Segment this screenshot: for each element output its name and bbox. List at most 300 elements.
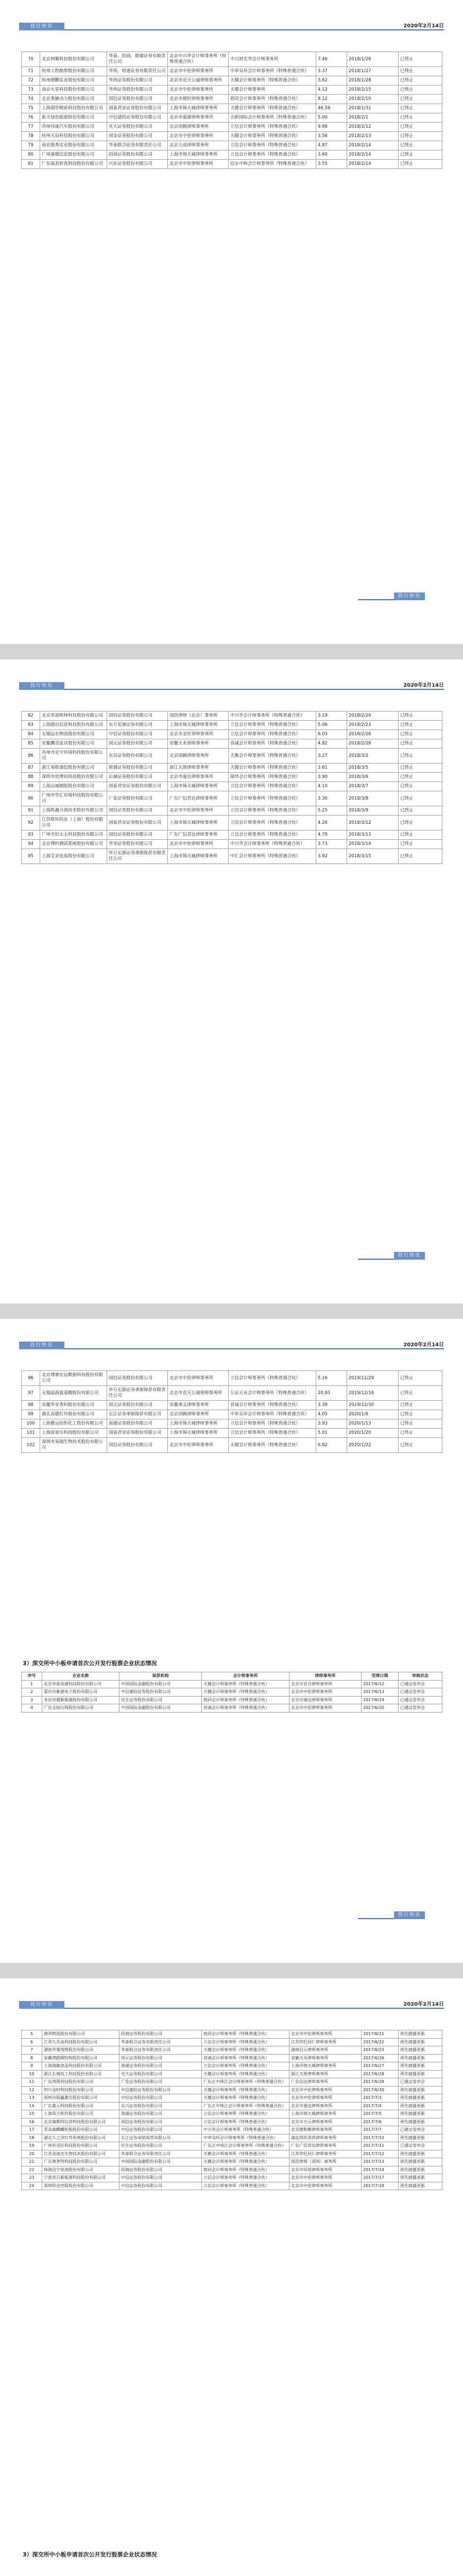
table-cell: 国信证券股份有限公司 (107, 1371, 168, 1386)
table-cell: 已终止 (399, 791, 442, 806)
table-cell: 预先披露更新 (399, 2110, 442, 2119)
table-cell: 2018/3/12 (347, 816, 399, 831)
table-cell: 100 (22, 1419, 40, 1429)
table-row (22, 150, 442, 160)
table-cell: 中兴财光华会计师事务所 (229, 52, 316, 67)
table-cell: 2019/11/29 (347, 1371, 399, 1386)
header-date: 2020年2月14日 (403, 2002, 444, 2007)
table-cell: 华西、财通证券有限责任公司 (107, 67, 168, 76)
table-cell: 79 (22, 141, 40, 150)
table-cell: 91 (22, 806, 40, 816)
table-cell: 已终止 (399, 773, 442, 782)
table-cell: 5.25 (316, 806, 347, 816)
ipo-table (21, 711, 442, 864)
table-cell: 青岛森麒麟轮胎股份有限公司 (42, 2126, 119, 2134)
header-tag: 投行快讯 (19, 23, 64, 30)
table-cell: 预先披露更新 (399, 2086, 442, 2094)
table-row (22, 1401, 442, 1410)
table-cell: 已终止 (399, 160, 442, 169)
table-cell: 2020/1/20 (347, 1429, 399, 1438)
table-cell: 广东嘉元科技股份有限公司 (42, 2102, 119, 2110)
table-row (22, 1696, 442, 1704)
sme-board-table (21, 2030, 442, 2190)
table-row (22, 2166, 442, 2174)
table-cell: 101 (22, 1429, 40, 1438)
table-row (22, 86, 442, 95)
table-cell: 2020/1/22 (347, 1438, 399, 1453)
table-cell: 16 (22, 2118, 42, 2126)
table-cell: 中信证券股份有限公司 (119, 2174, 202, 2182)
table-cell: 重庆市紫建电子股份有限公司 (42, 1688, 119, 1697)
table-cell: 3.93 (316, 1419, 347, 1429)
table-cell: 2018/2/10 (347, 95, 399, 104)
table-cell: 上海雅运纺织化工股份有限公司 (40, 1419, 107, 1429)
table-cell: 22 (22, 2166, 42, 2174)
table-cell: 中国国际金融股份有限公司 (119, 1680, 202, 1688)
table-header-cell: 受理日期 (362, 1672, 399, 1681)
table-cell: 3 (22, 1696, 42, 1704)
table-cell: 94 (22, 840, 40, 849)
table-cell: 天健会计师事务所（特殊普通合伙） (202, 2086, 289, 2094)
table-cell: 2017/6/22 (362, 2038, 399, 2046)
table-cell: 2020/1/6 (347, 1410, 399, 1419)
table-cell: 北京华夏电通科技股份有限公司 (42, 1680, 119, 1688)
page-footer (358, 592, 425, 600)
table-cell: 兴业证券股份有限公司 (107, 160, 168, 169)
table-cell: 12 (22, 2086, 42, 2094)
table-cell: 中兴华会计师事务所（特殊普通合伙） (229, 711, 316, 721)
table-row (22, 2054, 442, 2062)
table-cell: 2017/7/3 (362, 2094, 399, 2103)
table-cell: 3.27 (316, 749, 347, 764)
table-cell: 已终止 (399, 721, 442, 730)
table-row (22, 1410, 442, 1419)
table-cell: 预先披露更新 (399, 2174, 442, 2182)
table-cell: 立信会计师事务所（特殊普通合伙） (202, 2110, 289, 2119)
table-cell: 国浩律师（深圳）事务所 (289, 2158, 362, 2166)
table-cell: 2017/6/21 (362, 2030, 399, 2039)
table-cell: 安徽承义律师事务所 (168, 1401, 229, 1410)
table-cell: 天健会计师事务所（特殊普通合伙） (202, 2046, 289, 2055)
table-cell: 广州市好太太科技股份有限公司 (40, 831, 107, 840)
table-cell: 新天绿色能源股份有限公司 (40, 113, 107, 123)
table-row (22, 1680, 442, 1688)
table-row (22, 773, 442, 782)
table-cell: 20.93 (316, 1386, 347, 1401)
table-cell: 天健会计师事务所（特殊普通合伙） (202, 2070, 289, 2078)
page-1 (0, 0, 463, 644)
table-cell: 华泰联合证券有限责任公司 (107, 141, 168, 150)
table-row (22, 1386, 442, 1401)
table-cell: 74 (22, 95, 40, 104)
table-cell: 北京市中伦律师事务所 (168, 160, 229, 169)
table-cell: 75 (22, 104, 40, 113)
header-tag: 投行快讯 (19, 2001, 64, 2009)
table-cell: 89 (22, 782, 40, 791)
table-cell: 95 (22, 849, 40, 864)
table-cell: 已终止 (399, 113, 442, 123)
table-cell: 2018/2/12 (347, 123, 399, 132)
table-cell: 北京国枫律师事务所 (168, 1410, 229, 1419)
table-cell: 江苏世纪同仁律师事务所 (289, 2150, 362, 2158)
table-cell: 北京市竞天公诚律师事务所 (168, 1386, 229, 1401)
table-cell: 已终止 (399, 816, 442, 831)
table-cell: 2018/2/14 (347, 141, 399, 150)
table-cell: 北京市中伦律师事务所 (289, 2086, 362, 2094)
table-cell: 已终止 (399, 104, 442, 113)
table-cell: 华西证券股份有限公司 (107, 86, 168, 95)
table-cell: 立信会计师事务所（特殊普通合伙） (202, 2182, 289, 2190)
table-cell: 国信证券股份有限公司 (107, 711, 168, 721)
table-cell: 2018/3/6 (347, 773, 399, 782)
table-cell: 德邦物流股份有限公司 (42, 2030, 119, 2039)
table-cell: 2017/6/13 (362, 1688, 399, 1697)
table-cell: 致同会计师事务所（特殊普通合伙） (202, 2030, 289, 2039)
page-header (19, 682, 444, 690)
table-cell: 已通过发审会 (399, 2126, 442, 2134)
table-cell: 3.62 (316, 76, 347, 86)
table-cell: 2019/12/30 (347, 1401, 399, 1410)
table-cell: 国元证券股份有限公司 (107, 1401, 168, 1410)
table-cell: 4.10 (316, 782, 347, 791)
table-cell: 上海市锦天城律师事务所 (289, 2062, 362, 2071)
table-cell: 杭州天辰科技股份有限公司 (40, 132, 107, 141)
table-cell: 已终止 (399, 76, 442, 86)
table-cell: 财通证券股份有限公司 (107, 764, 168, 773)
table-cell: 2018/2/14 (347, 160, 399, 169)
table-cell: 浙江天册律师事务所 (289, 2070, 362, 2078)
table-cell: 已终止 (399, 1419, 442, 1429)
table-cell: 预先披露更新 (399, 2158, 442, 2166)
table-row (22, 2070, 442, 2078)
table-cell: 19 (22, 2142, 42, 2150)
table-cell: 容诚会计师事务所（特殊普通合伙） (202, 1704, 289, 1713)
table-cell: 海通证券股份有限公司 (107, 1419, 168, 1429)
table-cell: 2017/6/12 (362, 1680, 399, 1688)
table-cell: 北京市天元律师事务所 (289, 2118, 362, 2126)
table-cell: 已终止 (399, 739, 442, 749)
table-cell: 龙岩卓越新能源股份有限公司 (42, 1696, 119, 1704)
table-cell: 天健会计师事务所（特殊普通合伙） (229, 76, 316, 86)
table-cell: 102 (22, 1438, 40, 1453)
table-cell: 广东文灿压铸股份有限公司 (42, 1704, 119, 1713)
table-cell: 2018/3/14 (347, 840, 399, 849)
table-cell: 致同会计师事务所（特殊普通合伙） (202, 1696, 289, 1704)
table-cell: 广州市华汇环境科技股份有限公司 (40, 791, 107, 806)
table-cell: 招商证券股份有限公司 (119, 2030, 202, 2039)
table-cell: 70 (22, 52, 40, 67)
table-cell: 已终止 (399, 1429, 442, 1438)
table-cell: 天职国际会计师事务所（特殊普通合伙） (229, 113, 316, 123)
table-cell: 2017/7/17 (362, 2174, 399, 2182)
table-row (22, 831, 442, 840)
table-cell: 信永中和会计师事务所（特殊普通合伙） (229, 160, 316, 169)
table-cell: 2019/12/16 (347, 1386, 399, 1401)
table-header-cell: 会计师事务所 (202, 1672, 289, 1681)
table-cell: 2018/2/13 (347, 132, 399, 141)
table-cell: 广东广信君达律师事务所 (289, 2142, 362, 2150)
table-row (22, 2086, 442, 2094)
table-cell: 无锡晶海氨基酸股份有限公司 (40, 1386, 107, 1401)
table-cell: 23 (22, 2174, 42, 2182)
table-row (22, 2182, 442, 2190)
table-cell: 3.61 (316, 764, 347, 773)
table-cell: 86 (22, 749, 40, 764)
table-cell: 5.16 (316, 1371, 347, 1386)
table-cell: 天健会计师事务所（特殊普通合伙） (229, 132, 316, 141)
table-cell: 82 (22, 711, 40, 721)
table-cell: 上海雷诺尔科技股份有限公司 (40, 1429, 107, 1438)
table-row (22, 76, 442, 86)
table-row (22, 2110, 442, 2119)
table-cell: 北京市中伦律师事务所 (168, 132, 229, 141)
table-header-cell: 序号 (22, 1672, 42, 1681)
table-cell: 6 (22, 2038, 42, 2046)
table-cell: 长江证券承销保荐有限公司 (119, 2134, 202, 2142)
table-cell: 北京英诺格林科技股份有限公司 (40, 711, 107, 721)
table-row (22, 764, 442, 773)
table-cell: 已终止 (399, 52, 442, 67)
table-cell: 14 (22, 2102, 42, 2110)
table-cell: 珠海冠宇电池股份有限公司 (42, 2166, 119, 2174)
table-cell: 广东广信君达律师事务所 (168, 831, 229, 840)
table-cell: 7.46 (316, 52, 347, 67)
table-cell: 宁波容百新能源科技股份有限公司 (42, 2174, 119, 2182)
table-row (22, 2046, 442, 2055)
table-row (22, 123, 442, 132)
table-cell: 78 (22, 132, 40, 141)
table-cell: 2017/7/4 (362, 2102, 399, 2110)
table-cell: 中国国际金融股份有限公司 (119, 2158, 202, 2166)
table-cell: 立信会计师事务所（特殊普通合伙） (229, 123, 316, 132)
table-cell: 已终止 (399, 67, 442, 76)
table-cell: 中信建投证券股份有限公司 (107, 113, 168, 123)
table-cell: 北京市中伦律师事务所 (168, 840, 229, 849)
table-cell: 北京市德恒律师事务所 (168, 95, 229, 104)
ipo-table (21, 52, 442, 169)
table-row (22, 2038, 442, 2046)
table-cell: 容诚会计师事务所（特殊普通合伙） (229, 1401, 316, 1410)
table-cell: 90 (22, 791, 40, 806)
table-cell: 1 (22, 1680, 42, 1688)
table-cell: 致同会计师事务所（特殊普通合伙） (202, 2166, 289, 2174)
table-cell: 5 (22, 2030, 42, 2039)
table-cell: 7 (22, 2046, 42, 2055)
table-cell: 北京奥赫动力股份有限公司 (40, 95, 107, 104)
table-cell: 77 (22, 123, 40, 132)
table-cell: 2018/3/5 (347, 764, 399, 773)
table-cell: 已通过发审会 (399, 1696, 442, 1704)
table-cell: 上海市锦天城律师事务所 (168, 721, 229, 730)
section-heading: 3）深交所中小板申请首次公开发行股票企业状态情况 (23, 2551, 157, 2558)
table-row (22, 2142, 442, 2150)
table-cell: 广州嘉德信息股份有限公司 (40, 150, 107, 160)
table-cell: 9.98 (316, 123, 347, 132)
table-cell: 2018/3/2 (347, 749, 399, 764)
table-cell: 已终止 (399, 1438, 442, 1453)
table-cell: 江苏久吾高科技股份有限公司 (42, 2038, 119, 2046)
table-cell: 2017/7/6 (362, 2118, 399, 2126)
table-cell: 18 (22, 2134, 42, 2142)
table-cell: 预先披露更新 (399, 2102, 442, 2110)
table-cell: 5.01 (316, 1429, 347, 1438)
table-cell: 广发证券股份有限公司 (119, 2078, 202, 2087)
table-cell: 4.26 (316, 816, 347, 831)
table-cell: 国金证券股份有限公司 (107, 132, 168, 141)
table-cell: 立信会计师事务所（特殊普通合伙） (229, 141, 316, 150)
page-2 (0, 659, 463, 1303)
table-cell: 北京市康达律师事务所 (289, 2102, 362, 2110)
table-row (22, 141, 442, 150)
table-cell: 4.87 (316, 141, 347, 150)
table-cell: 广东正中珠江会计师事务所（特殊普通合伙） (202, 2078, 289, 2087)
table-cell: 2018/1/31 (347, 104, 399, 113)
table-row (22, 2150, 442, 2158)
table-row (22, 2078, 442, 2087)
table-cell: 2017/7/10 (362, 2134, 399, 2142)
table-cell: 立信会计师事务所（特殊普通合伙） (229, 721, 316, 730)
table-cell: 15 (22, 2110, 42, 2119)
table-cell: 上海英方软件股份有限公司 (42, 2110, 119, 2119)
table-cell: 安徽华业香料股份有限公司 (40, 1401, 107, 1410)
table-cell: 上海瑞华精密科技股份有限公司 (40, 104, 107, 113)
table-cell: 立信会计师事务所（特殊普通合伙） (229, 1419, 316, 1429)
table-cell: 北京市中伦律师事务所 (289, 2182, 362, 2190)
table-row (22, 791, 442, 806)
table-row (22, 104, 442, 113)
table-cell: 中汇会计师事务所（特殊普通合伙） (229, 849, 316, 864)
table-cell: 深圳市易瑞生物技术股份有限公司 (40, 1438, 107, 1453)
table-cell: 已终止 (399, 1401, 442, 1410)
table-cell: 已终止 (399, 806, 442, 816)
table-row (22, 730, 442, 739)
table-row (22, 816, 442, 831)
table-cell: 预先披露更新 (399, 2070, 442, 2078)
table-cell: 71 (22, 67, 40, 76)
table-cell: 中国国际金融股份有限公司 (119, 1704, 202, 1713)
table-cell: 湖南启元律师事务所 (289, 2046, 362, 2055)
table-cell: 国泰君安证券股份有限公司 (107, 816, 168, 831)
table-cell: 立信会计师事务所（特殊普通合伙） (229, 730, 316, 739)
table-cell: 已终止 (399, 831, 442, 840)
table-cell: 南京火星科技股份有限公司 (40, 86, 107, 95)
table-cell: 北京德和衡律师事务所 (289, 2126, 362, 2134)
table-cell: 天健会计师事务所（特殊普通合伙） (229, 104, 316, 113)
table-cell: 南京焕秀实业股份有限公司 (40, 141, 107, 150)
table-cell: 88 (22, 773, 40, 782)
table-cell: 2018/1/28 (347, 76, 399, 86)
table-cell: 5.06 (316, 721, 347, 730)
table-row (22, 2126, 442, 2134)
table-cell: 北京网聚科技股份有限公司 (40, 52, 107, 67)
table-row (22, 806, 442, 816)
page-4 (0, 1978, 463, 2576)
table-cell: 天衡会计师事务所（特殊普通合伙） (202, 2150, 289, 2158)
table-cell: 立信会计师事务所（特殊普通合伙） (229, 150, 316, 160)
table-cell: 3.30 (316, 791, 347, 806)
table-cell: 天健会计师事务所（特殊普通合伙） (202, 1688, 289, 1697)
table-cell: 浙江易联通信股份有限公司 (40, 764, 107, 773)
table-cell: 国泰君安证券股份有限公司 (107, 1429, 168, 1438)
table-cell: 广州若羽臣科技股份有限公司 (42, 2142, 119, 2150)
table-cell: 长江证券承销保荐有限公司 (107, 1410, 168, 1419)
table-row (22, 721, 442, 730)
table-cell: 已终止 (399, 782, 442, 791)
table-cell: 已通过发审会 (399, 1680, 442, 1688)
table-cell: 安徽天禾律师事务所 (168, 739, 229, 749)
table-cell: 国元证券股份有限公司 (119, 2054, 202, 2062)
header-tag: 投行快讯 (19, 1342, 64, 1349)
table-cell: 江苏联环药业（上海）股份有限公司 (40, 816, 107, 831)
table-cell: 4.82 (316, 739, 347, 749)
table-cell: 湖北得伟君尚律师事务所 (289, 2134, 362, 2142)
table-cell: 长城证券股份有限公司 (107, 773, 168, 782)
table-cell: 北京市金杜律师事务所 (168, 730, 229, 739)
page-3 (0, 1319, 463, 1963)
table-cell: 北京市嘉源律师事务所 (168, 113, 229, 123)
table-cell: 3.39 (316, 1401, 347, 1410)
table-cell: 天健会计师事务所（特殊普通合伙） (202, 2094, 289, 2103)
table-header-cell: 企业名称 (42, 1672, 119, 1681)
table-cell: 72 (22, 76, 40, 86)
sme-board-table (21, 1672, 442, 1713)
table-cell: 广东信达律师事务所 (289, 2078, 362, 2087)
table-cell: 2018/1/27 (347, 67, 399, 76)
table-cell: 2017/7/11 (362, 2142, 399, 2150)
table-cell: 预先披露更新 (399, 2118, 442, 2126)
table-cell: 上海市锦天城律师事务所 (168, 816, 229, 831)
table-cell: 广东正中珠江会计师事务所（特殊普通合伙） (202, 2142, 289, 2150)
table-cell: 东兴证券股份有限公司 (119, 2102, 202, 2110)
table-cell: 北京市中伦律师事务所 (289, 1688, 362, 1697)
table-header-row (22, 1672, 442, 1681)
table-row (22, 2102, 442, 2110)
table-cell: 2017/6/29 (362, 2078, 399, 2087)
table-cell: 国信证券股份有限公司 (107, 95, 168, 104)
table-cell: 2017/6/23 (362, 2046, 399, 2055)
table-row (22, 132, 442, 141)
table-cell: 上海市锦天城律师事务所 (168, 1419, 229, 1429)
table-cell: 华泰联合证券有限责任公司 (119, 2038, 202, 2046)
table-cell: 预先披露更新 (399, 2030, 442, 2039)
table-cell: 无锡远东物流股份有限公司 (40, 730, 107, 739)
table-cell: 天健会计师事务所（特殊普通合伙） (202, 1680, 289, 1688)
table-cell: 天健会计师事务所 (229, 86, 316, 95)
table-cell: 华龙证券股份有限公司 (107, 840, 168, 849)
table-cell: 中信证券股份有限公司 (119, 2182, 202, 2190)
table-cell: 76 (22, 113, 40, 123)
table-cell: 申万宏源证券承销保荐有限责任公司 (107, 1386, 168, 1401)
table-cell: 北京中兴华会计师事务所（特殊普通合伙） (168, 52, 229, 67)
table-cell: 招商证券股份有限公司 (119, 2166, 202, 2174)
footer-tag: 投行快讯 (394, 1911, 425, 1919)
table-cell: 立信会计师事务所（特殊普通合伙） (229, 1429, 316, 1438)
table-cell: 预先披露更新 (399, 2166, 442, 2174)
table-cell: 北京市中伦律师事务所 (168, 67, 229, 76)
table-cell: 2017/6/30 (362, 2086, 399, 2094)
table-cell: 上海市锦天城律师事务所 (168, 150, 229, 160)
table-cell: 2018/3/7 (347, 782, 399, 791)
page-footer (358, 1252, 425, 1260)
table-cell: 2017/6/27 (362, 2062, 399, 2071)
table-cell: 海通证券股份有限公司 (119, 2110, 202, 2119)
table-cell: 已通过发审会 (399, 2078, 442, 2087)
table-cell: 北京博科测试系统股份有限公司 (40, 840, 107, 849)
table-cell: 3.37 (316, 67, 347, 76)
table-cell: 华西证券股份有限公司 (107, 76, 168, 86)
table-cell: 9 (22, 2062, 42, 2071)
table-cell: 立信会计师事务所（特殊普通合伙） (202, 2118, 289, 2126)
